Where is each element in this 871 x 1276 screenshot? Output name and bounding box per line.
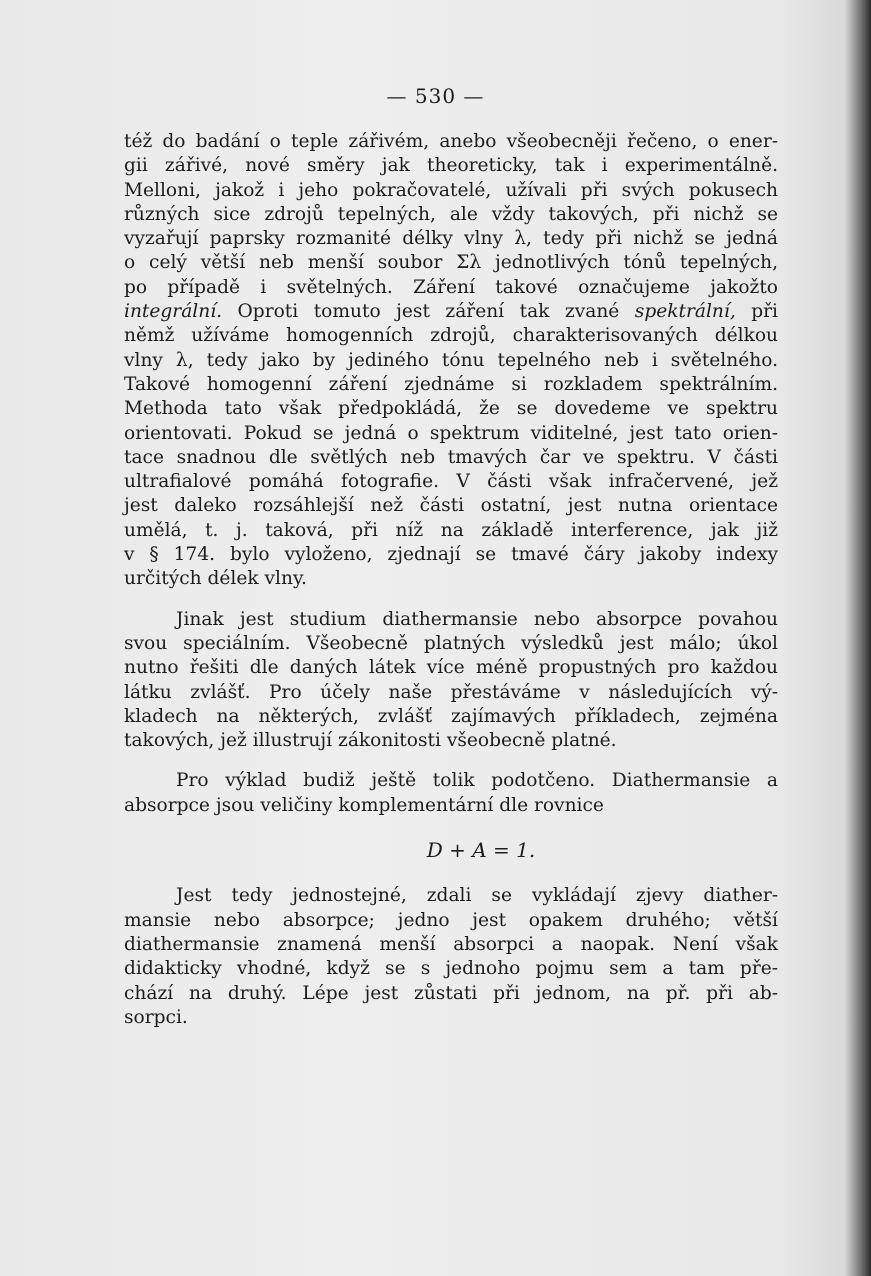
paragraph-1 [124,130,778,592]
text-line: Jinak jest studium diathermansie nebo absorpce povahou [176,608,778,630]
text-line: němž užíváme homogenních zdrojů, charakterisovaných délkou [124,325,778,347]
text-line: ultrafialové pomáhá fotografie. V části však infračervené, jež [124,471,778,493]
text-line: tace snadnou dle světlých neb tmavých čar ve spektru. V části [124,446,778,468]
text-line: též do badání o teple zářivém, anebo všeobecněji řečeno, o ener- [124,131,778,152]
text-line: didakticky vhodné, když se s jednoho pojmu sem a tam pře- [124,958,778,980]
text-line: Jest tedy jednostejné, zdali se vykládají zjevy diather- [176,885,778,907]
text-line-mixed [124,300,778,324]
text-line: Takové homogenní záření zjednáme si rozkladem spektrálním. [124,373,778,395]
paragraph-2 [124,608,778,754]
text-line: Pro výklad budiž ještě tolik podotčeno. Diathermansie a [176,770,778,792]
text-line: o celý větší neb menší soubor Σλ jednotlivých tónů tepelných, [124,252,778,274]
text-line: diathermansie znamená menší absorpci a naopak. Není však [124,933,778,955]
page-number: — 530 — [386,84,485,108]
equation: D + A = 1. [426,838,536,863]
text-line: určitých délek vlny. [124,568,307,590]
term-integral: integrální. [124,301,223,323]
text-line: vlny λ, tedy jako by jediného tónu tepelného neb i světelného. [124,349,778,371]
text-line: sorpci. [124,1006,188,1028]
body-text [124,130,778,1030]
text-line: umělá, t. j. taková, při níž na základě interference, jak již [124,519,778,541]
text-line: orientovati. Pokud se jedná o spektrum viditelné, jest tato orien- [124,422,778,444]
text-line: po případě i světelných. Záření takové označujeme jakožto [124,276,778,298]
text-line: gii zářivé, nové směry jak theoreticky, tak i experimentálně. [124,155,778,177]
text-line: různých sice zdrojů tepelných, ale vždy takových, při nichž se [124,203,778,225]
text-line: v § 174. bylo vyloženo, zjednají se tmavé čáry jakoby indexy [124,544,778,566]
text-line: Melloni, jakož i jeho pokračovatelé, užívali při svých pokusech [124,179,778,201]
text-line: mansie nebo absorpce; jedno jest opakem druhého; větší [124,909,778,931]
text-line: vyzařují paprsky rozmanité délky vlny λ, tedy při nichž se jedná [124,228,778,250]
paragraph-4 [124,884,778,1030]
text-line: jest daleko rozsáhlejší než části ostatní, jest nutna orientace [124,495,778,517]
text-line: nutno řešiti dle daných látek více méně propustných pro každou [124,657,778,679]
text-line: takových, jež illustrují zákonitosti všeobecně platné. [124,730,617,752]
text-line: absorpce jsou veličiny komplementární dle rovnice [124,794,604,816]
text-fragment: při [735,301,778,323]
text-line: svou speciálním. Všeobecně platných výsledků jest málo; úkol [124,632,778,654]
term-spectral: spektrální, [634,301,736,323]
text-line: Methoda tato však předpokládá, že se dovedeme ve spektru [124,398,778,420]
text-line: látku zvlášť. Pro účely naše přestáváme v následujících vý- [124,681,778,703]
text-line: kladech na některých, zvlášť zajímavých příkladech, zejména [124,705,778,727]
text-line: chází na druhý. Lépe jest zůstati při jednom, na př. při ab- [124,982,778,1004]
paragraph-3 [124,769,778,818]
text-fragment: Oproti tomuto jest záření tak zvané [222,301,635,323]
